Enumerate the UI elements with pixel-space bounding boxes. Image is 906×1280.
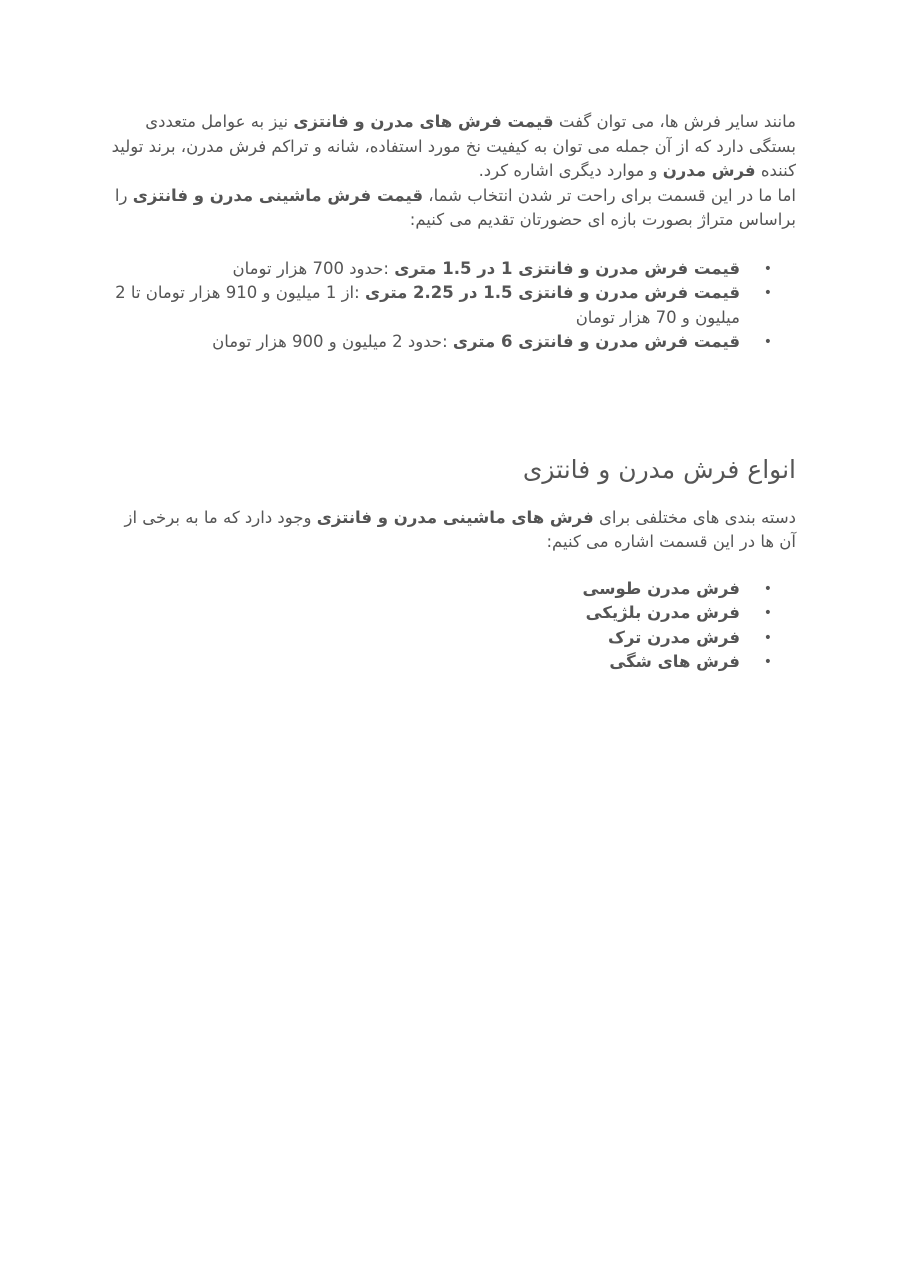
intro-bold-machine-price: قیمت فرش ماشینی مدرن و فانتزی — [132, 185, 424, 205]
intro-text-2a: اما ما در این قسمت برای راحت تر شدن انتخاب شما، — [423, 185, 796, 205]
types-text-c: وجود دارد که ما به برخی از آن ها در این قسمت اشاره می کنیم: — [124, 507, 796, 551]
bullet-icon: • — [763, 605, 772, 621]
types-item-label: فرش مدرن طوسی — [582, 578, 740, 598]
types-bold-machine-modern: فرش های ماشینی مدرن و فانتزی — [316, 507, 594, 527]
types-item-label: فرش مدرن بلژیکی — [585, 603, 740, 622]
types-list-item — [110, 577, 772, 602]
intro-text-2c: را براساس متراژ بصورت بازه ای حضورتان تقدیم می کنیم: — [114, 185, 796, 229]
document-page — [110, 110, 796, 675]
price-list — [110, 257, 796, 355]
intro-bold-modern-carpet: فرش مدرن — [662, 161, 756, 180]
types-list — [110, 577, 796, 675]
bullet-icon: • — [763, 629, 772, 646]
intro-paragraph — [110, 110, 796, 233]
bullet-icon: • — [763, 285, 772, 301]
price-list-item — [110, 257, 772, 282]
bullet-icon: • — [763, 260, 772, 277]
types-list-item — [110, 626, 772, 651]
bullet-icon: • — [763, 334, 772, 350]
price-item-label: قیمت فرش مدرن و فانتزی 6 متری — [452, 332, 740, 351]
types-paragraph — [110, 506, 796, 555]
bullet-icon: • — [763, 580, 772, 597]
types-item-label: فرش مدرن ترک — [607, 627, 740, 647]
price-list-item — [110, 330, 772, 355]
price-list-item — [110, 281, 772, 330]
types-list-item — [110, 601, 772, 626]
intro-text-1a: مانند سایر فرش ها، می توان گفت — [553, 112, 796, 131]
intro-text-1e: و موارد دیگری اشاره کرد. — [478, 161, 663, 180]
section-heading: انواع فرش مدرن و فانتزی — [522, 454, 796, 484]
types-item-label: فرش های شگی — [609, 652, 740, 671]
price-item-value: :از 1 میلیون و 910 هزار تومان تا 2 میلیون و 70 هزار تومان — [115, 283, 740, 327]
price-item-value: :حدود 700 هزار تومان — [232, 258, 395, 278]
price-item-value: :حدود 2 میلیون و 900 هزار تومان — [212, 332, 453, 351]
bullet-icon: • — [763, 654, 772, 670]
price-item-label: قیمت فرش مدرن و فانتزی 1.5 در 2.25 متری — [364, 283, 740, 302]
price-item-label: قیمت فرش مدرن و فانتزی 1 در 1.5 متری — [394, 258, 740, 278]
types-text-a: دسته بندی های مختلفی برای — [593, 507, 796, 527]
intro-bold-price-modern: قیمت فرش های مدرن و فانتزی — [293, 112, 554, 131]
types-list-item — [110, 650, 772, 675]
intro-text-1c: نیز به عوامل متعددی بستگی دارد که از آن جمله می توان به کیفیت نخ مورد استفاده، شانه و تراکم فرش مدرن، برند تولید کننده — [111, 112, 796, 180]
